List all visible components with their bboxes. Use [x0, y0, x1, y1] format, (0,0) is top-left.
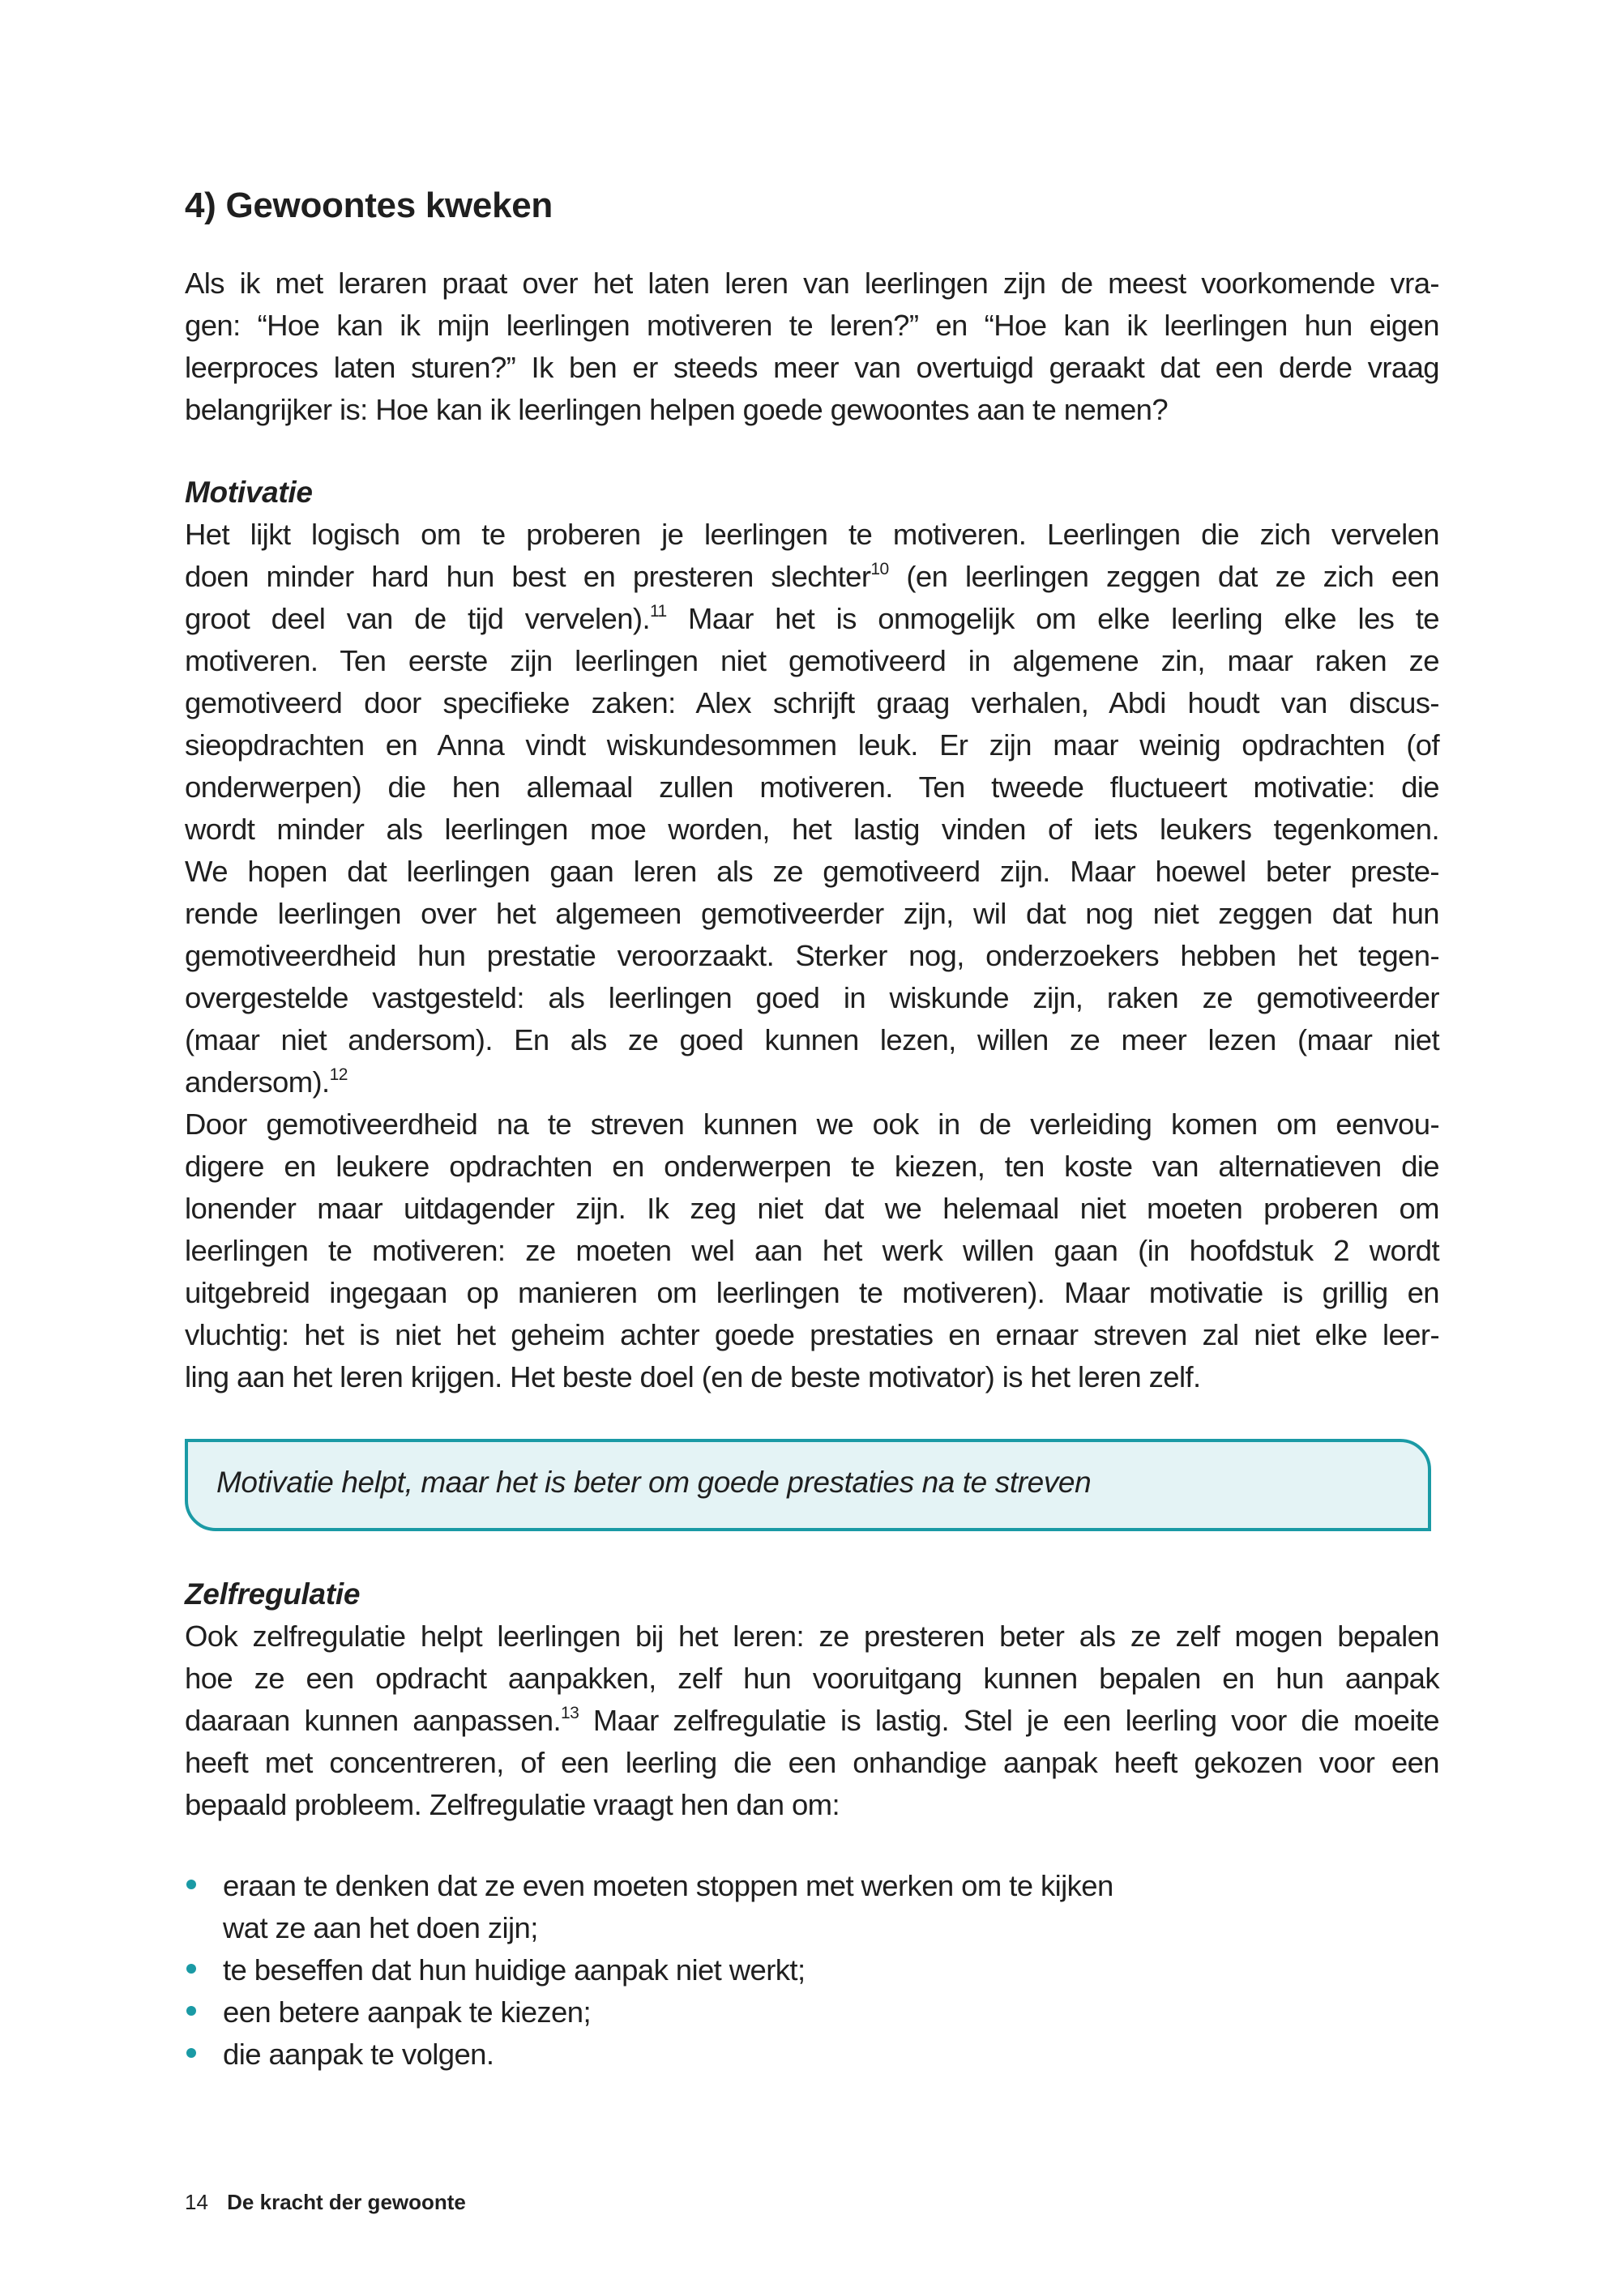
text-line-with-footnote: daaraan kunnen aanpassen.$^{13}$ Maar zelfregulatie is lastig. Stel je een leerling voor die moeite	[185, 1704, 1439, 1737]
text-line: hoe ze een opdracht aanpakken, zelf hun vooruitgang kunnen bepalen en hun aanpak	[185, 1662, 1439, 1695]
list-item	[185, 1991, 1439, 2034]
text-line: gen: “Hoe kan ik mijn leerlingen motiveren te leren?” en “Hoe kan ik leerlingen hun eigen	[185, 309, 1439, 342]
text-line: rende leerlingen over het algemeen gemotiveerder zijn, wil dat nog niet zeggen dat hun	[185, 897, 1439, 930]
subsection-heading-zelfregulatie: Zelfregulatie	[185, 1577, 361, 1611]
running-title: De kracht der gewoonte	[227, 2190, 466, 2214]
text-line: Het lijkt logisch om te proberen je leerlingen te motiveren. Leerlingen die zich vervelen	[185, 518, 1439, 551]
bullet-icon	[186, 2006, 196, 2016]
list-item	[185, 1865, 1439, 1949]
text-line: wordt minder als leerlingen moe worden, het lastig vinden of iets leukers tegenkomen.	[185, 813, 1439, 846]
text-line: belangrijker is: Hoe kan ik leerlingen helpen goede gewoontes aan te nemen?	[185, 393, 1169, 426]
list-item-text: te beseffen dat hun huidige aanpak niet werkt;	[223, 1953, 806, 1987]
list-item	[185, 1949, 1439, 1991]
text-line: overgestelde vastgesteld: als leerlingen goed in wiskunde zijn, raken ze gemotiveerder	[185, 981, 1439, 1014]
motivatie-section	[185, 472, 1439, 1398]
text-line: Als ik met leraren praat over het laten leren van leerlingen zijn de meest voorkomende vra-	[185, 267, 1439, 300]
text-line: gemotiveerd door specifieke zaken: Alex schrijft graag verhalen, Abdi houdt van discus-	[185, 686, 1439, 719]
bullet-list	[185, 1865, 1439, 2076]
callout-text: Motivatie helpt, maar het is beter om goede prestaties na te streven	[216, 1466, 1092, 1499]
text-line: motiveren. Ten eerste zijn leerlingen niet gemotiveerd in algemene zin, maar raken ze	[185, 644, 1439, 677]
text-line: We hopen dat leerlingen gaan leren als ze gemotiveerd zijn. Maar hoewel beter preste-	[185, 855, 1439, 888]
text-line: Door gemotiveerdheid na te streven kunnen we ook in de verleiding komen om eenvou-	[185, 1107, 1439, 1141]
list-item-text: eraan te denken dat ze even moeten stoppen met werken om te kijken	[223, 1869, 1113, 1902]
text-line: digere en leukere opdrachten en onderwerpen te kiezen, ten koste van alternatieven die	[185, 1150, 1439, 1183]
subsection-heading-motivatie: Motivatie	[185, 476, 313, 509]
list-item-text: die aanpak te volgen.	[223, 2038, 494, 2071]
text-line: Ook zelfregulatie helpt leerlingen bij het leren: ze presteren beter als ze zelf mogen bepalen	[185, 1620, 1439, 1653]
text-line-with-footnote: groot deel van de tijd vervelen).$^{11}$ Maar het is onmogelijk om elke leerling elke les te	[185, 602, 1439, 635]
text-line: lonender maar uitdagender zijn. Ik zeg niet dat we helemaal niet moeten proberen om	[185, 1192, 1439, 1225]
text-line-with-footnote: andersom).$^{12}$	[185, 1065, 348, 1099]
text-line: vluchtig: het is niet het geheim achter goede prestaties en ernaar streven zal niet elke leer-	[185, 1318, 1439, 1351]
text-line: gemotiveerdheid hun prestatie veroorzaakt. Sterker nog, onderzoekers hebben het tegen-	[185, 939, 1439, 972]
text-line: bepaald probleem. Zelfregulatie vraagt hen dan om:	[185, 1788, 840, 1821]
zelfregulatie-section	[185, 1573, 1439, 1826]
text-line: leerproces laten sturen?” Ik ben er steeds meer van overtuigd geraakt dat een derde vraag	[185, 351, 1439, 384]
bullet-icon	[186, 2048, 196, 2058]
text-line: sieopdrachten en Anna vindt wiskundesommen leuk. Er zijn maar weinig opdrachten (of	[185, 728, 1439, 762]
page-number: 14	[185, 2190, 208, 2214]
section-title: 4) Gewoontes kweken	[185, 186, 553, 225]
text-line: heeft met concentreren, of een leerling die een onhandige aanpak heeft gekozen voor een	[185, 1746, 1439, 1779]
footnote-ref[interactable]: 12	[329, 1065, 348, 1084]
page-footer	[185, 2189, 466, 2215]
list-item-text: een betere aanpak te kiezen;	[223, 1995, 591, 2029]
callout-box	[185, 1439, 1431, 1531]
text-line-with-footnote: doen minder hard hun best en presteren slechter$^{10}$ (en leerlingen zeggen dat ze zich een	[185, 560, 1439, 593]
list-item-text: wat ze aan het doen zijn;	[223, 1911, 538, 1944]
text-line: ling aan het leren krijgen. Het beste doel (en de beste motivator) is het leren zelf.	[185, 1360, 1201, 1393]
bullet-icon	[186, 1964, 196, 1974]
text-line: (maar niet andersom). En als ze goed kunnen lezen, willen ze meer lezen (maar niet	[185, 1023, 1439, 1056]
text-line: leerlingen te motiveren: ze moeten wel aan het werk willen gaan (in hoofdstuk 2 wordt	[185, 1234, 1439, 1267]
footnote-ref[interactable]: 11	[650, 602, 667, 621]
text-line: uitgebreid ingegaan op manieren om leerlingen te motiveren). Maar motivatie is grillig en	[185, 1276, 1439, 1309]
text-line: onderwerpen) die hen allemaal zullen motiveren. Ten tweede fluctueert motivatie: die	[185, 770, 1439, 804]
footnote-ref[interactable]: 13	[561, 1704, 579, 1722]
intro-paragraph	[185, 262, 1439, 431]
footnote-ref[interactable]: 10	[870, 560, 889, 578]
bullet-icon	[186, 1880, 196, 1889]
list-item	[185, 2034, 1439, 2076]
